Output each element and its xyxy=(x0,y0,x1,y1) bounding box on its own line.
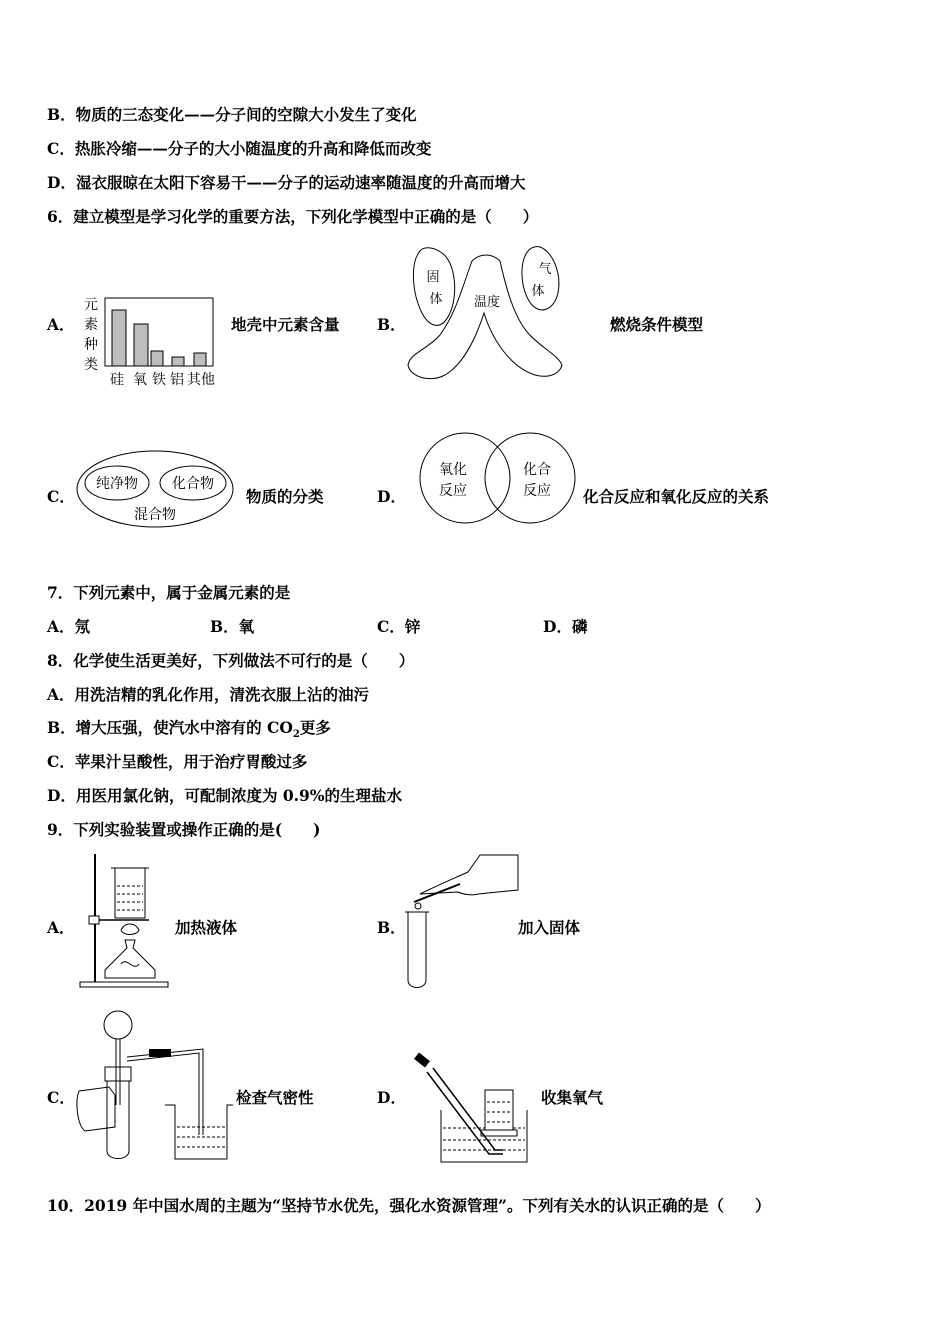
q5-option-d: D．湿衣服晾在太阳下容易干——分子的运动速率随温度的升高而增大 xyxy=(47,173,526,192)
q9-stem: 9．下列实验装置或操作正确的是( ) xyxy=(47,820,321,839)
bar-iron xyxy=(151,351,163,366)
q9-a-caption: 加热液体 xyxy=(175,918,238,937)
q5-option-c: C．热胀冷缩——分子的大小随温度的升高和降低而改变 xyxy=(47,139,432,158)
q9-d-oxygen-collection xyxy=(405,1050,535,1165)
tick-label: 硅 xyxy=(110,372,124,388)
q7-option-b: B．氧 xyxy=(210,617,255,636)
tick-label: 铁 xyxy=(152,372,166,388)
q7-option-c: C．锌 xyxy=(377,617,421,636)
bar-silicon xyxy=(112,310,126,366)
q6-a-bar-chart xyxy=(80,292,225,392)
q6-b-letter: B． xyxy=(377,315,406,334)
q8-option-d: D．用医用氯化钠，可配制浓度为 0.9%的生理盐水 xyxy=(47,786,403,805)
solid-char: 体 xyxy=(429,292,443,307)
ylabel-char: 素 xyxy=(84,317,98,333)
combination-label: 反应 xyxy=(523,483,551,499)
q6-stem: 6．建立模型是学习化学的重要方法，下列化学模型中正确的是（ ） xyxy=(47,207,539,226)
q6-d-letter: D． xyxy=(377,487,406,506)
q8-b-subscript: 2 xyxy=(292,729,300,741)
q9-c-airtightness-check xyxy=(75,1005,235,1163)
q6-b-caption: 燃烧条件模型 xyxy=(610,315,704,334)
clamp-knob xyxy=(89,916,99,924)
delivery-tube xyxy=(127,1049,203,1135)
q9-c-caption: 检查气密性 xyxy=(236,1088,314,1107)
q6-d-caption: 化合反应和氧化反应的关系 xyxy=(583,487,770,506)
q7-option-d: D．磷 xyxy=(543,617,588,636)
delivery-tube xyxy=(127,1053,199,1135)
alcohol-lamp xyxy=(105,940,155,978)
q9-b-caption: 加入固体 xyxy=(518,918,581,937)
q9-c-letter: C． xyxy=(47,1088,75,1107)
combination-circle xyxy=(485,433,575,523)
gas-char: 气 xyxy=(538,262,552,277)
q6-a-letter: A． xyxy=(47,315,75,334)
ylabel-char: 元 xyxy=(84,297,98,313)
q6-a-caption: 地壳中元素含量 xyxy=(231,315,340,334)
stopper xyxy=(105,1067,131,1081)
solid-char: 固 xyxy=(426,270,440,285)
oxidation-circle xyxy=(420,433,510,523)
q9-d-letter: D． xyxy=(377,1088,406,1107)
q9-a-letter: A． xyxy=(47,918,75,937)
test-tube xyxy=(107,1081,129,1159)
bar-oxygen xyxy=(134,324,148,366)
flame xyxy=(121,924,139,935)
bar-aluminum xyxy=(172,357,184,366)
q6-d-venn xyxy=(415,430,580,525)
mixture-label: 混合物 xyxy=(134,507,176,523)
hand xyxy=(77,1087,115,1131)
rubber-tube xyxy=(414,1053,430,1068)
gas-blob xyxy=(522,247,559,310)
q5-option-b: B．物质的三态变化——分子间的空隙大小发生了变化 xyxy=(47,105,417,124)
bar-other xyxy=(194,353,206,366)
gas-char: 体 xyxy=(531,284,545,299)
temperature-label: 温度 xyxy=(473,295,501,310)
tick-label: 氧 xyxy=(133,372,147,388)
q7-stem: 7．下列元素中，属于金属元素的是 xyxy=(47,583,291,602)
solid-blob xyxy=(413,248,454,326)
q8-option-b xyxy=(47,716,331,740)
combination-label: 化合 xyxy=(523,462,551,478)
tick-label: 铝 xyxy=(170,372,184,388)
q7-option-a: A．氖 xyxy=(47,617,91,636)
tick-label: 其他 xyxy=(187,372,215,388)
q10-stem: 10．2019 年中国水周的主题为“坚持节水优先，强化水资源管理”。下列有关水的认识正确的是（ ） xyxy=(47,1196,771,1215)
gas-bottle xyxy=(485,1090,513,1130)
q9-b-letter: B． xyxy=(377,918,406,937)
q8-b-text-end: 更多 xyxy=(299,718,331,737)
wick-curve xyxy=(121,962,139,967)
hand xyxy=(420,855,518,895)
q6-c-caption: 物质的分类 xyxy=(246,487,324,506)
q6-b-combustion-model xyxy=(400,243,570,388)
q8-option-a: A．用洗洁精的乳化作用，清洗衣服上沾的油污 xyxy=(47,685,370,704)
q6-c-letter: C． xyxy=(47,487,75,506)
pure-substance-label: 纯净物 xyxy=(96,476,138,492)
stand-base xyxy=(80,982,168,987)
oxidation-label: 反应 xyxy=(439,483,467,499)
q8-option-c: C．苹果汁呈酸性，用于治疗胃酸过多 xyxy=(47,752,308,771)
q6-c-classification xyxy=(75,448,235,530)
q8-stem: 8．化学使生活更美好，下列做法不可行的是（ ） xyxy=(47,651,415,670)
bottle-shelf xyxy=(481,1130,517,1136)
ylabel-char: 种 xyxy=(84,337,98,353)
ylabel-char: 类 xyxy=(84,357,98,373)
q9-d-caption: 收集氧气 xyxy=(541,1088,604,1107)
oxidation-label: 氧化 xyxy=(439,462,467,478)
q9-a-heating-liquid xyxy=(75,850,175,990)
q9-b-adding-solid xyxy=(400,850,520,990)
test-tube xyxy=(408,912,426,988)
rubber-tube xyxy=(149,1049,171,1057)
compound-label: 化合物 xyxy=(172,476,214,492)
q8-b-text: B．增大压强，使汽水中溶有的 CO xyxy=(47,718,293,737)
solid-granule xyxy=(415,903,421,909)
funnel-bulb xyxy=(104,1011,132,1039)
